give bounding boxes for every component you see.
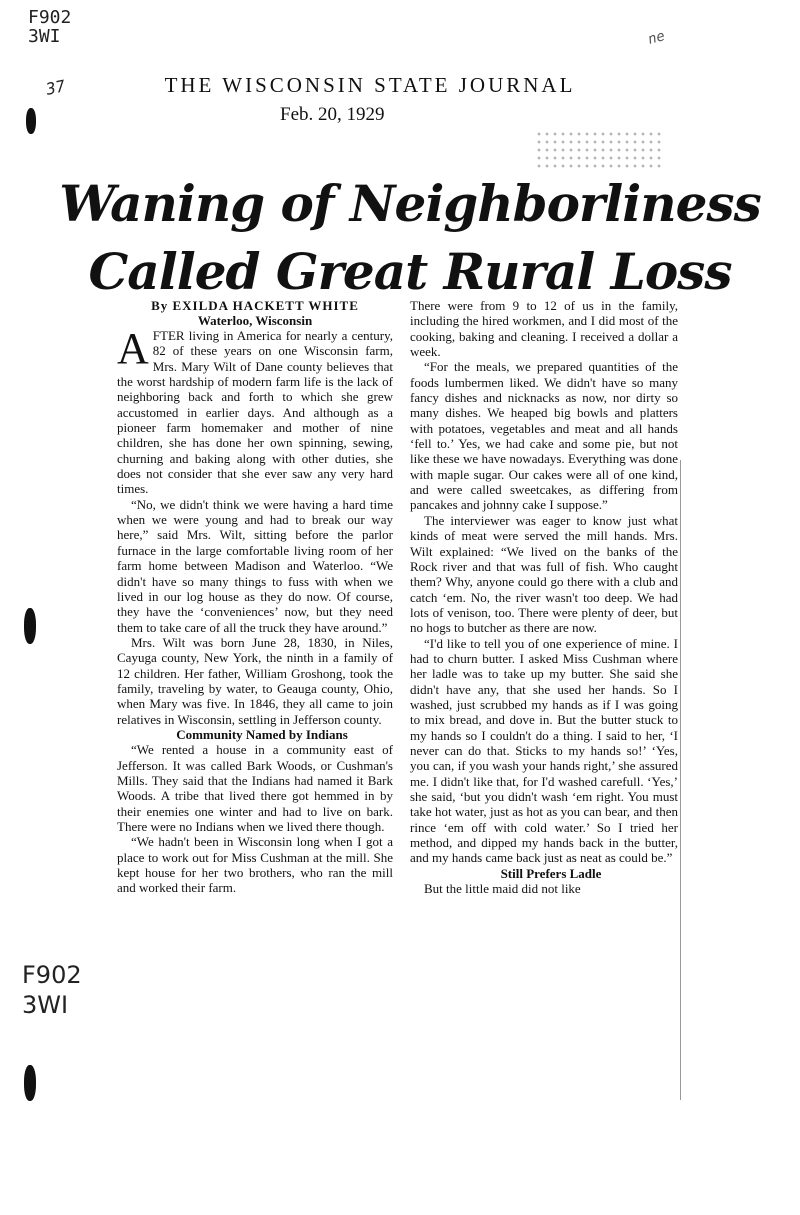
handwritten-side-note xyxy=(22,960,82,1020)
side-subcode: 3WI xyxy=(22,991,69,1019)
headline-line-1: Waning of Neighborliness xyxy=(59,174,761,233)
perforated-stamp xyxy=(535,130,665,168)
catalog-subcode: 3WI xyxy=(28,26,61,47)
catalog-code: F902 xyxy=(28,7,72,28)
paragraph: “No, we didn't think we were having a hard time when we were young and had to break our way here,” said Mrs. Wilt, sitting before the parlor furnace in the large comfortable living room of her farm home between Madison and Waterloo. “We didn't have so many things to fuss with when we lived in our log house as they do now. Of course, they have the ‘conveniences’ now, but they need them to take care of all the truck they have around.” xyxy=(117,496,393,635)
dateline-place: Waterloo, Wisconsin xyxy=(197,313,313,328)
byline: By EXILDA HACKETT WHITE xyxy=(151,298,359,313)
paragraph: Mrs. Wilt was born June 28, 1830, in Niles, Cayuga county, New York, the ninth in a family of 12 children. Her father, William Groshong, took the family, traveling by water, to Geauga county, Ohio, when Mary was five. In 1846, they all came to join relatives in Wisconsin, settling in Jefferson county. xyxy=(117,634,393,727)
drop-cap: A xyxy=(117,324,149,373)
newspaper-masthead: THE WISCONSIN STATE JOURNAL xyxy=(164,73,576,97)
paragraph: There were from 9 to 12 of us in the family, including the hired workmen, and I did most of the cooking, baking and cleaning. I received a dollar a week. xyxy=(410,298,678,360)
handwritten-catalog-note xyxy=(28,8,71,46)
paragraph: AFTER living in America for nearly a century, 82 of these years on one Wisconsin farm, Mrs. Mary Wilt of Dane county believes that the worst hardship of modern farm life is the lack of neighboring back and forth to which she grew accustomed in earlier days. And although as a pioneer farm homemaker and mother of nine children, she has done her own spinning, sewing, churning and baking along with other duties, she does not consider that she ever saw any very hard times. xyxy=(117,324,393,497)
side-code: F902 xyxy=(22,961,82,989)
article-column-2 xyxy=(410,298,678,896)
publication-date: Feb. 20, 1929 xyxy=(280,104,385,125)
punch-hole-mark xyxy=(24,608,36,644)
handwritten-initials: ne xyxy=(646,28,667,48)
paragraph: The interviewer was eager to know just what kinds of meat were served the mill hands. Mrs. Wilt explained: “We lived on the banks of the Rock river and that was full of fish. Who caught them? Why, anyone could go there with a club and catch ‘em. No, the river wasn't too deep. We had lots of venison, too. There were plenty of deer, but no hogs to butcher as there are now. xyxy=(410,512,678,636)
article-column-1 xyxy=(117,298,393,896)
paragraph: “I'd like to tell you of one experience of mine. I had to churn butter. I asked Miss Cushman where her ladle was to take up my butter. She said she didn't have any, that she used her hands. So I washed, just scrubbed my hands as if I was going to mix bread, and dove in. But the butter stuck to my hands so I couldn't do a thing. I said to her, ‘I never can do that. Sticks to my hands so!’ ‘Yes, you can, if you wash your hands right,’ she assured me. I didn't like that, for I'd washed carefull. ‘Yes,’ she said, ‘but you didn't wash ‘em right. You must take hot water, just as hot as you can bear, and then rince ‘em off with cold water.’ So I tried her method, and dipped my hands back in the butter, and my hands came back just as neat as could be.” xyxy=(410,635,678,866)
headline-line-2: Called Great Rural Loss xyxy=(88,242,732,301)
subheading: Community Named by Indians xyxy=(176,726,348,742)
clipping-edge-rule xyxy=(680,460,681,1100)
paragraph: “For the meals, we prepared quantities of the foods lumbermen liked. We didn't have so many fancy dishes and nicknacks as now, nor dirty so many dishes. We heaped big bowls and platters with potatoes, vegetables and meat and all hands ‘fell to.’ Yes, we had cake and some pie, but not like these we have nowadays. Everything was done with maple sugar. Our cakes were all of one kind, and were called sweetcakes, as differing from pancakes and johnny cake I suppose.” xyxy=(410,359,678,513)
paragraph: “We rented a house in a community east of Jefferson. It was called Bark Woods, or Cushman's Mills. They said that the Indians had named it Bark Woods. A tribe that lived there got hemmed in by their enemies one winter and had to live on bark. There were no Indians when we lived there though. xyxy=(117,742,393,834)
subheading: Still Prefers Ladle xyxy=(500,865,602,881)
handwritten-number: 37 xyxy=(44,76,68,99)
punch-hole-mark xyxy=(26,108,36,134)
paragraph: But the little maid did not like xyxy=(424,881,581,897)
paragraph: “We hadn't been in Wisconsin long when I got a place to work out for Miss Cushman at the mill. She kept house for her two brothers, who ran the mill and worked their farm. xyxy=(117,834,393,896)
article-headline xyxy=(40,170,780,306)
punch-hole-mark xyxy=(24,1065,36,1101)
